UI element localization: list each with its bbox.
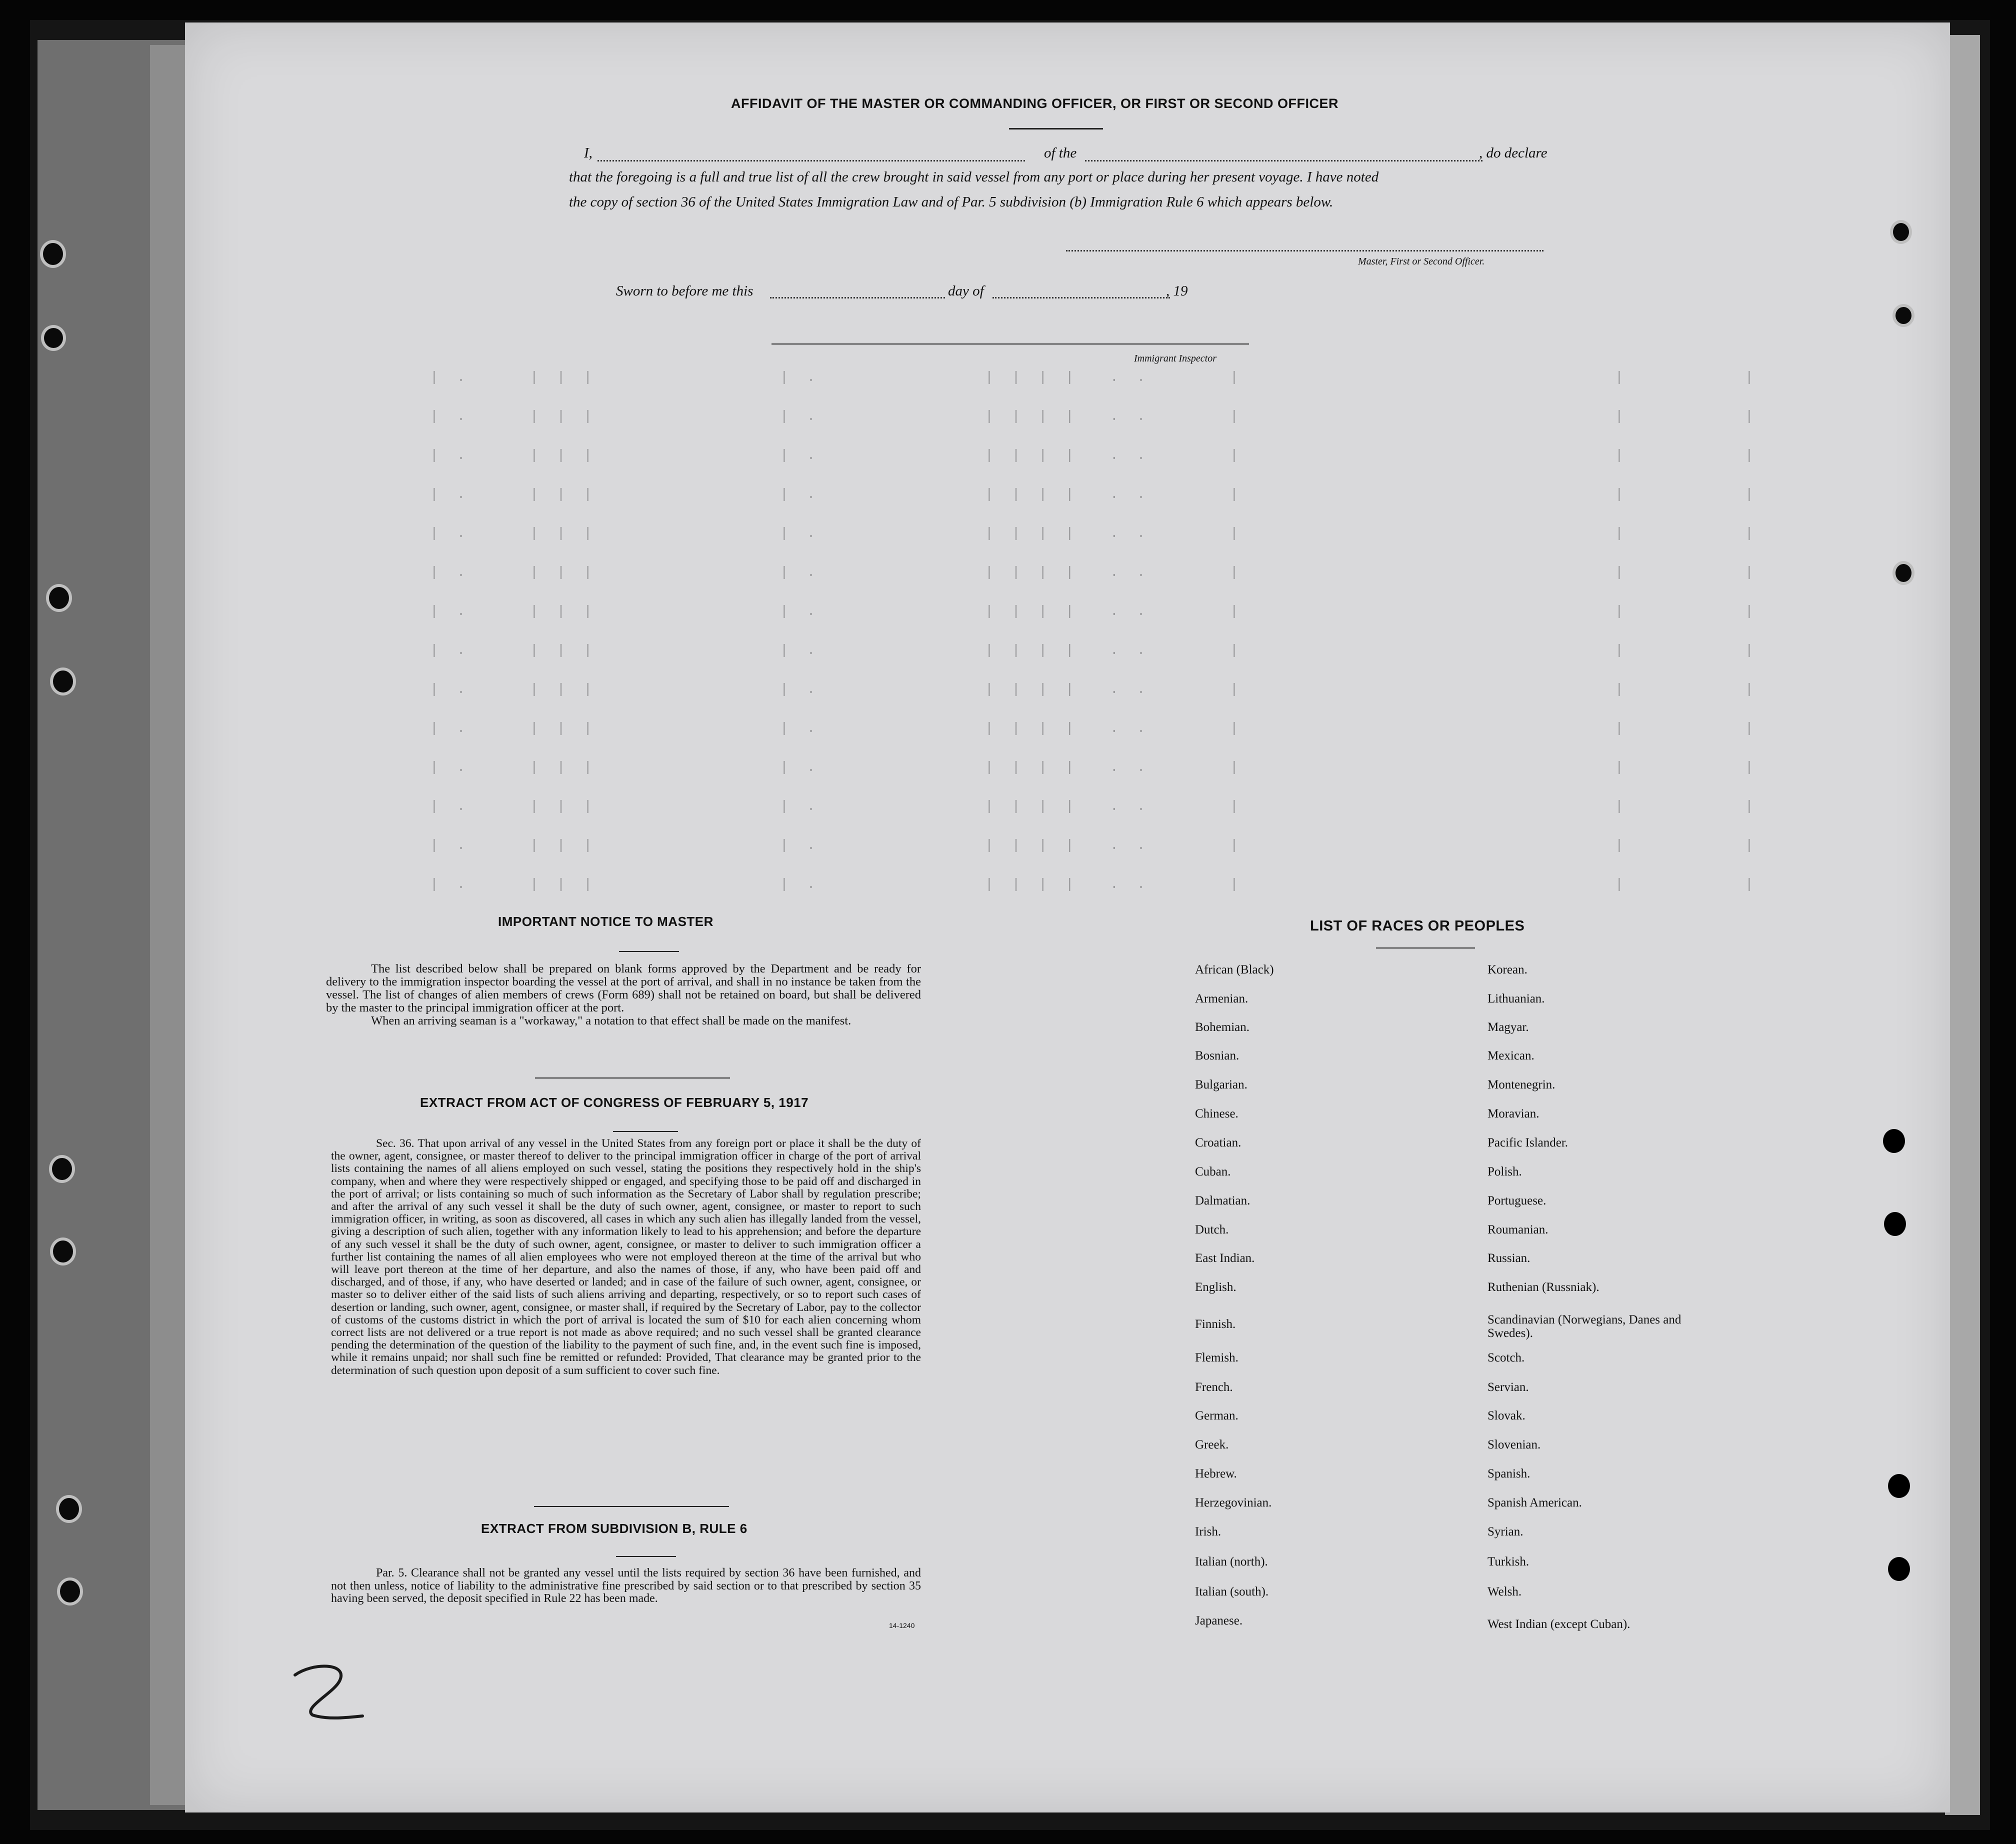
right-page-edge [1945,35,1980,1815]
bleed-through-mark: | . [430,409,470,424]
race-list-item: Slovenian. [1488,1438,1541,1452]
bleed-through-mark: | . [430,760,470,776]
bleed-through-mark: | [1230,526,1244,542]
bleed-through-mark: | . [780,370,820,386]
bleed-through-mark: | [1745,721,1758,736]
bleed-through-mark: | . [780,721,820,736]
declaration-line-1-end: , do declare [1479,145,1548,161]
bleed-through-mark: | [1745,565,1758,580]
race-list-item: Pacific Islander. [1488,1136,1568,1150]
race-list-item: Slovak. [1488,1409,1526,1422]
race-list-item: Greek. [1195,1438,1229,1452]
binder-hole-icon [1884,1212,1906,1236]
extract-act-underline [613,1131,678,1132]
section-divider [534,1506,729,1507]
bleed-through-mark: | . [780,643,820,658]
bleed-through-mark: | [1745,877,1758,892]
race-list-item: Roumanian. [1488,1223,1548,1236]
race-list-item: Bohemian. [1195,1020,1250,1034]
bleed-through-mark: | [1615,721,1628,736]
bleed-through-mark: | | | | [985,877,1079,892]
extract-act-title: EXTRACT FROM ACT OF CONGRESS OF FEBRUARY 5, 1917 [420,1095,809,1110]
bleed-through-mark: . . [1110,877,1150,892]
declaration-line-1-start: I, [584,145,592,161]
race-list-item: Italian (north). [1195,1555,1268,1568]
race-list-item: Spanish. [1488,1467,1530,1480]
declaration-line-2: that the foregoing is a full and true list of all the crew brought in said vessel from any port or place during her present voyage. I have noted [569,169,1379,185]
form-number: 14-1240 [889,1622,915,1630]
declaration-line-1-mid: of the [1044,145,1077,161]
extract-act-text-block [331,1138,921,1377]
bleed-through-mark: | . [430,370,470,386]
bleed-through-mark: | [1745,799,1758,814]
vessel-blank-line [1085,160,1482,162]
bleed-through-mark: | | | [530,370,598,386]
bleed-through-mark: | | | [530,487,598,502]
par-5-text: Par. 5. Clearance shall not be granted any vessel until the lists required by section 36 have been furnished, and not then unless, notice of liability to the administrative fine prescribed by said section or to that prescribed by section 35 having been served, the deposit specified in Rule 22 has been made. [331,1566,921,1605]
race-list-item: English. [1195,1280,1236,1294]
race-list-item: Russian. [1488,1252,1530,1265]
bleed-through-mark: | | | | [985,370,1079,386]
race-list-item: Croatian. [1195,1136,1242,1150]
bleed-through-mark: | . [430,643,470,658]
bleed-through-mark: | [1615,643,1628,658]
bleed-through-mark: | | | | [985,799,1079,814]
bleed-through-mark: | | | [530,409,598,424]
bleed-through-mark: | [1230,370,1244,386]
race-list-item: African (Black) [1195,963,1274,976]
bleed-through-mark: | . [430,526,470,542]
declaration-line-3: the copy of section 36 of the United States Immigration Law and of Par. 5 subdivision (b) Immigration Rule 6 which appears below. [569,194,1334,210]
bleed-through-mark: | . [780,526,820,542]
bleed-through-mark: | . [430,721,470,736]
bleed-through-mark: . . [1110,838,1150,854]
bleed-through-mark: | . [430,682,470,698]
bleed-through-mark: | [1615,565,1628,580]
binder-hole-icon [57,1578,83,1606]
bleed-through-mark: | [1230,643,1244,658]
bleed-through-mark: | | | [530,565,598,580]
race-list-item: Japanese. [1195,1614,1243,1628]
bleed-through-mark: | [1615,604,1628,620]
bleed-through-mark: | . [430,565,470,580]
bleed-through-mark: | . [780,799,820,814]
bleed-through-mark: | [1745,760,1758,776]
race-list-item: Hebrew. [1195,1467,1237,1480]
race-list-item: Turkish. [1488,1555,1530,1568]
race-list-item: Welsh. [1488,1585,1522,1598]
bleed-through-mark: | [1615,370,1628,386]
notice-paragraph-2: When an arriving seaman is a "workaway," a notation to that effect shall be made on the manifest. [371,1014,852,1028]
race-list-item: Bosnian. [1195,1049,1240,1062]
race-list-item: Magyar. [1488,1020,1529,1034]
binder-hole-icon [1892,561,1914,585]
bleed-through-mark: | | | [530,643,598,658]
races-title: LIST OF RACES OR PEOPLES [1310,918,1525,934]
title-underline [1009,128,1103,130]
inspector-label: Immigrant Inspector [1134,353,1216,364]
bleed-through-mark: | [1615,838,1628,854]
bleed-through-mark: | . [780,682,820,698]
binder-hole-icon [1888,1557,1910,1581]
bleed-through-mark: | | | [530,760,598,776]
bleed-through-mark: | . [430,487,470,502]
bleed-through-mark: | | | | [985,526,1079,542]
race-list-item: Scandinavian (Norwegians, Danes and Swedes). [1488,1313,1682,1340]
bleed-through-mark: | | | | [985,838,1079,854]
notice-paragraph-1: The list described below shall be prepared on blank forms approved by the Department and be ready for delivery to the immigration inspector boarding the vessel at the port of arrival, and shall in no instance be taken from the vessel. The list of changes of alien members of crews (Form 689) shall not be retained on board, but shall be delivered by the master to the principal immigration officer at the port. [326,962,921,1014]
bleed-through-mark: | [1230,565,1244,580]
sworn-day-blank [770,297,945,298]
race-list-item: Portuguese. [1488,1194,1546,1208]
bleed-through-mark: | | | [530,838,598,854]
race-list-item: Servian. [1488,1380,1529,1394]
document-page [185,22,1950,1812]
bleed-through-mark: . . [1110,370,1150,386]
bleed-through-mark: | [1615,760,1628,776]
race-list-item: East Indian. [1195,1252,1255,1265]
bleed-through-mark: | | | | [985,448,1079,464]
bleed-through-mark: | . [780,838,820,854]
bleed-through-mark: | [1745,370,1758,386]
race-list-item: Montenegrin. [1488,1078,1556,1092]
binder-hole-icon [50,668,76,696]
race-list-item: Moravian. [1488,1107,1540,1120]
bleed-through-mark: | [1615,526,1628,542]
bleed-through-mark: . . [1110,643,1150,658]
bleed-through-mark: . . [1110,409,1150,424]
bleed-through-mark: | [1230,448,1244,464]
bleed-through-mark: | . [780,760,820,776]
bleed-through-mark: | | | | [985,487,1079,502]
master-signature-line [1066,250,1544,252]
sworn-month-blank [992,297,1170,298]
race-list-item: German. [1195,1409,1238,1422]
race-list-item: Ruthenian (Russniak). [1488,1280,1600,1294]
race-list-item: Dalmatian. [1195,1194,1250,1208]
race-list-item: Spanish American. [1488,1496,1582,1510]
bleed-through-mark: | [1230,409,1244,424]
notice-title: IMPORTANT NOTICE TO MASTER [498,914,714,929]
bleed-through-mark: | | | [530,721,598,736]
bleed-through-mark: | . [430,604,470,620]
bleed-through-mark: . . [1110,721,1150,736]
bleed-through-mark: | | | [530,604,598,620]
sworn-line-start: Sworn to before me this [616,283,754,299]
bleed-through-mark: | | | [530,682,598,698]
bleed-through-mark: | . [430,838,470,854]
bleed-through-mark: | | | | [985,721,1079,736]
bleed-through-mark: | [1745,604,1758,620]
bleed-through-mark: | [1745,838,1758,854]
race-list-item: Flemish. [1195,1351,1238,1364]
race-list-item: Polish. [1488,1165,1522,1178]
bleed-through-mark: | | | | [985,760,1079,776]
race-list-item: Syrian. [1488,1525,1524,1538]
bleed-through-mark: | | | | [985,565,1079,580]
bleed-through-mark: . . [1110,526,1150,542]
race-list-item: Armenian. [1195,992,1248,1006]
bleed-through-mark: | . [430,877,470,892]
bleed-through-mark: . . [1110,604,1150,620]
binder-hole-icon [46,584,72,612]
handwritten-mark-icon [292,1660,372,1725]
bleed-through-mark: | [1745,643,1758,658]
bleed-through-mark: . . [1110,487,1150,502]
bleed-through-mark: | . [780,877,820,892]
bleed-through-mark: | . [780,409,820,424]
bleed-through-mark: | . [780,487,820,502]
name-blank-line [598,160,1025,162]
bleed-through-mark: | | | | [985,604,1079,620]
affidavit-title: AFFIDAVIT OF THE MASTER OR COMMANDING OFFICER, OR FIRST OR SECOND OFFICER [731,96,1338,111]
section-36-text: Sec. 36. That upon arrival of any vessel in the United States from any foreign port or place it shall be the duty of the owner, agent, consignee, or master thereof to deliver to the principal immigration officer in charge of the port of arrival lists containing the names of all aliens employed on such vessel, stating the positions they respectively hold in the ship's company, when and where they were respectively shipped or engaged, and specifying those to be paid off and discharged in the port of arrival; or lists containing so much of such information as the Secretary of Labor shall by regulation prescribe; and after the arrival of any such vessel it shall be the duty of such owner, agent, consignee, or master to report to such immigration officer, in writing, as soon as discovered, all cases in which any such alien has illegally landed from the vessel, giving a description of such alien, together with any information likely to lead to his apprehension; and before the departure of any such vessel it shall be the duty of such owner, agent, consignee, or master to deliver to such immigration officer a further list containing the names of all alien employees who were not employed thereon at the time of the arrival but who will leave port thereon at the time of her departure, and also the names of those, if any, who have been paid off and discharged, and of those, if any, who have deserted or landed; and in case of the failure of such owner, agent, consignee, or master so to deliver either of the said lists of such aliens arriving and departing, respectively, or so to report such cases of desertion or landing, such owner, agent, consignee, or master shall, if required by the Secretary of Labor, pay to the collector of customs of the customs district in which the port of arrival is located the sum of $10 for each alien concerning whom correct lists are not delivered or a true report is not made as above required; and no such vessel shall be granted clearance pending the determination of the question of the liability to the payment of such fine, and, in the event such fine is imposed, while it remains unpaid; nor shall such fine be remitted or refunded: Provided, That clearance may be granted prior to the determination of such question upon deposit of a sum sufficient to cover such fine. [331,1137,921,1377]
race-list-item: Mexican. [1488,1049,1534,1062]
race-list-item: Irish. [1195,1525,1222,1538]
bleed-through-mark: | [1615,799,1628,814]
bleed-through-mark: | | | [530,877,598,892]
bleed-through-mark: | [1230,838,1244,854]
race-list-item: Scotch. [1488,1351,1525,1364]
bleed-through-mark: | [1745,409,1758,424]
bleed-through-mark: | [1615,682,1628,698]
extract-rule-text-block [331,1567,921,1606]
bleed-through-mark: | | | [530,526,598,542]
bleed-through-mark: | . [780,604,820,620]
bleed-through-mark: . . [1110,799,1150,814]
sworn-line-mid: day of [948,283,984,299]
bleed-through-mark: | [1615,877,1628,892]
notice-text-block [326,962,921,1028]
bleed-through-mark: . . [1110,565,1150,580]
bleed-through-mark: | | | [530,448,598,464]
race-list-item: Dutch. [1195,1223,1229,1236]
race-list-item: Korean. [1488,963,1528,976]
race-list-item: Chinese. [1195,1107,1238,1120]
sworn-line-end: , 19 [1166,283,1188,299]
notice-title-underline [619,951,679,952]
race-list-item: Italian (south). [1195,1585,1269,1598]
extract-rule-underline [616,1556,676,1557]
bleed-through-mark: | [1230,799,1244,814]
binder-hole-icon [1888,1474,1910,1498]
bleed-through-mark: | [1745,682,1758,698]
bleed-through-mark: | [1745,448,1758,464]
bleed-through-mark: | [1615,448,1628,464]
bleed-through-mark: . . [1110,760,1150,776]
race-list-item: Finnish. [1195,1318,1236,1331]
binder-hole-icon [1890,220,1912,244]
race-list-item: Lithuanian. [1488,992,1545,1006]
bleed-through-mark: | [1615,487,1628,502]
bleed-through-mark: | . [430,448,470,464]
bleed-through-mark: | [1745,526,1758,542]
bleed-through-mark: | . [780,448,820,464]
bleed-through-mark: | [1745,487,1758,502]
bleed-through-mark: | | | | [985,643,1079,658]
race-list-item: West Indian (except Cuban). [1488,1618,1630,1631]
binder-hole-icon [1892,304,1914,327]
race-list-item: Herzegovinian. [1195,1496,1272,1510]
binder-hole-icon [41,325,66,351]
bleed-through-mark: . . [1110,682,1150,698]
race-list-item: French. [1195,1380,1233,1394]
bleed-through-mark: | [1230,721,1244,736]
bleed-through-mark: | [1230,877,1244,892]
underlying-page-edge-inner [150,45,190,1805]
bleed-through-mark: | [1230,604,1244,620]
bleed-through-mark: | . [780,565,820,580]
bleed-through-mark: | | | | [985,682,1079,698]
bleed-through-mark: | [1230,760,1244,776]
binder-hole-icon [50,1238,76,1266]
race-list-item: Cuban. [1195,1165,1231,1178]
binder-hole-icon [49,1155,75,1183]
extract-rule-title: EXTRACT FROM SUBDIVISION B, RULE 6 [481,1521,748,1536]
bleed-through-mark: | [1230,682,1244,698]
bleed-through-mark: | [1615,409,1628,424]
race-list-item: Bulgarian. [1195,1078,1248,1092]
bleed-through-mark: | | | | [985,409,1079,424]
master-signature-label: Master, First or Second Officer. [1358,256,1485,267]
bleed-through-mark: | [1230,487,1244,502]
binder-hole-icon [40,240,66,268]
bleed-through-mark: . . [1110,448,1150,464]
binder-hole-icon [56,1495,82,1523]
bleed-through-mark: | . [430,799,470,814]
bleed-through-mark: | | | [530,799,598,814]
binder-hole-icon [1883,1129,1905,1153]
